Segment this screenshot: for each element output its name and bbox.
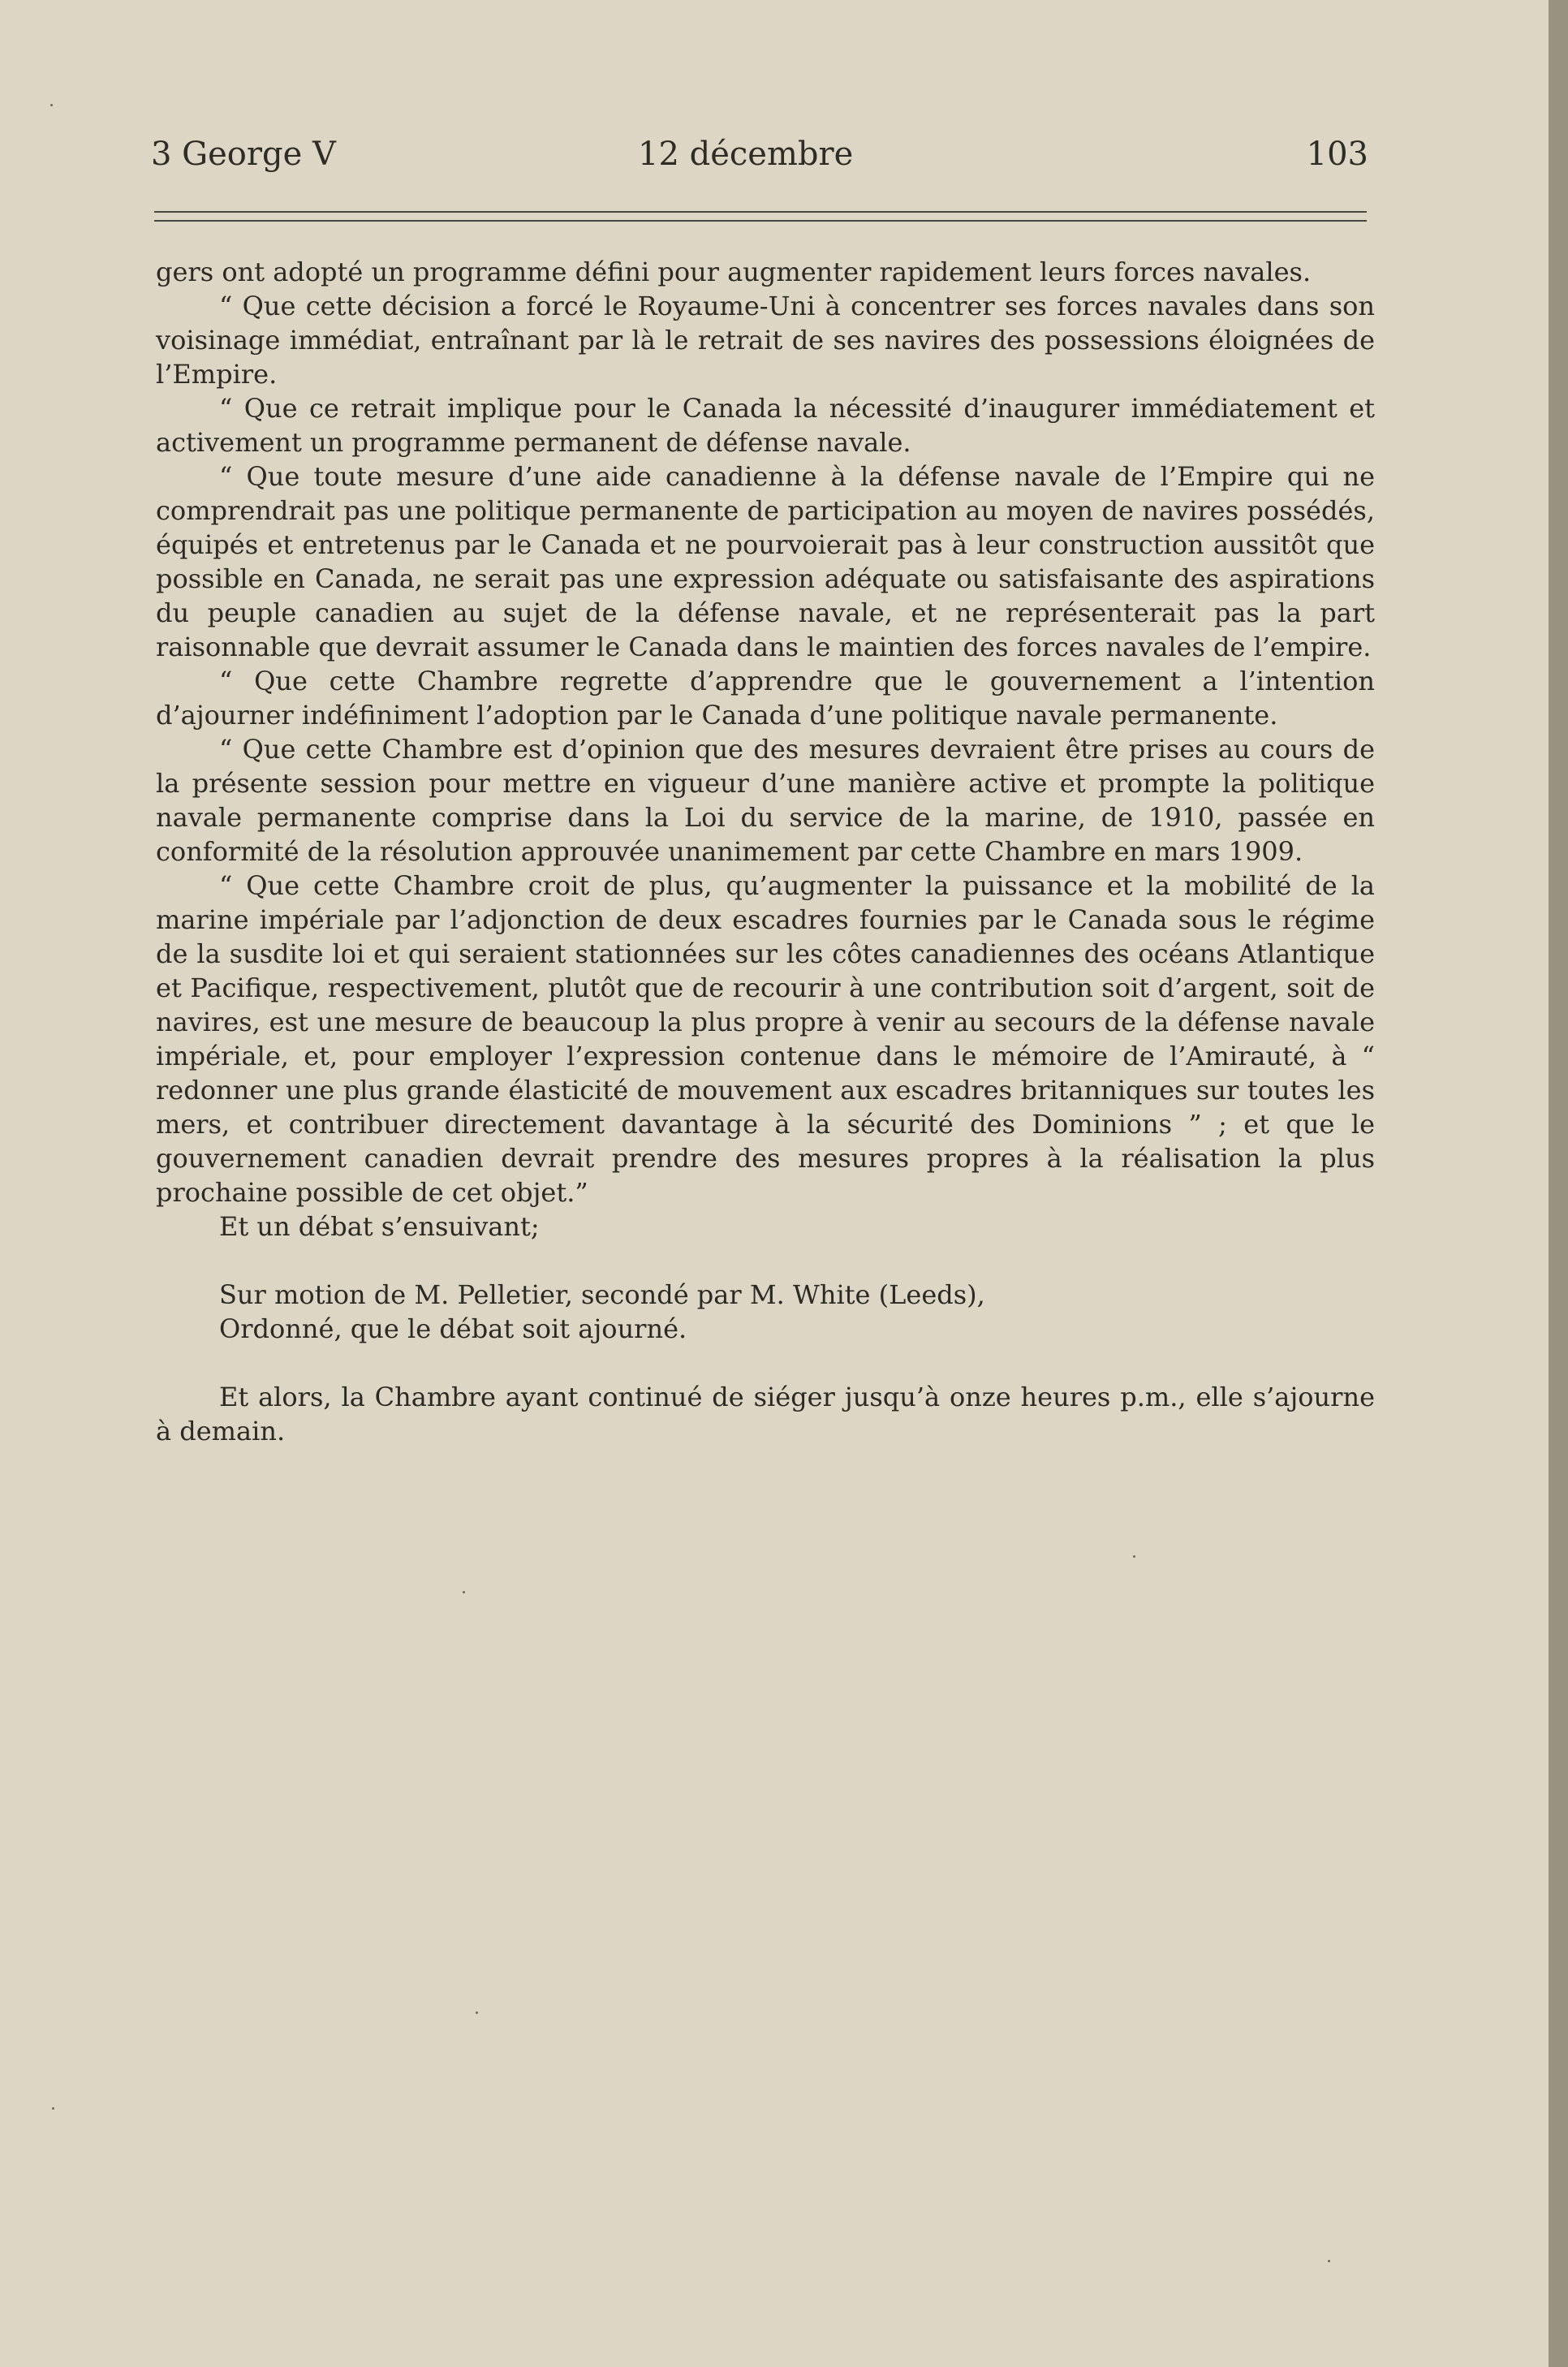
paper-speck [1133, 1555, 1135, 1558]
running-head [151, 130, 1368, 179]
paper-speck [463, 1591, 465, 1593]
book-spine-edge [1549, 0, 1568, 2367]
regnal-year: 3 George V [151, 136, 336, 173]
paragraph-royaume-uni: “ Que cette décision a forcé le Royaume-Uni à concentrer ses forces navales dans son voisinage immédiat, entraînant par là le retrait de ses navires des possessions éloignées de l’Empire. [156, 291, 1375, 390]
paper-speck [1328, 2260, 1330, 2262]
paper-speck [52, 2107, 54, 2110]
paragraph-debat: Et un débat s’ensuivant; [219, 1211, 540, 1242]
motion-order: Ordonné, que le débat soit ajourné. [219, 1313, 687, 1344]
body-text [156, 255, 1375, 1448]
closing-paragraph: Et alors, la Chambre ayant continué de siéger jusqu’à onze heures p.m., elle s’ajourne à demain. [156, 1382, 1375, 1446]
paragraph-chambre-regrette: “ Que cette Chambre regrette d’apprendre que le gouvernement a l’intention d’ajourner indéfiniment l’adoption par le Canada d’une politique navale permanente. [156, 666, 1375, 731]
paper-speck [50, 104, 53, 106]
paragraph-retrait: “ Que ce retrait implique pour le Canada la nécessité d’inaugurer immédiatement et activement un programme permanent de défense navale. [156, 393, 1375, 458]
page-number: 103 [1306, 136, 1368, 173]
date-heading: 12 décembre [638, 136, 854, 173]
motion-line: Sur motion de M. Pelletier, secondé par M. White (Leeds), [219, 1279, 985, 1310]
header-double-rule [154, 211, 1367, 222]
paragraph-aide-canadienne: “ Que toute mesure d’une aide canadienne à la défense navale de l’Empire qui ne comprendrait pas une politique permanente de participation au moyen de navires possédés, équipés et entretenus par le Canada et ne pourvoierait pas à leur construction aussitôt que possible en Canada, ne serait pas une expression adéquate ou satisfaisante des aspirations du peuple canadien au sujet de la défense navale, et ne représenterait pas la part raisonnable que devrait assumer le Canada dans le maintien des forces navales de l’empire. [156, 461, 1375, 662]
paper-speck [476, 2011, 478, 2014]
paragraph-chambre-opinion: “ Que cette Chambre est d’opinion que des mesures devraient être prises au cours de la présente session pour mettre en vigueur d’une manière active et prompte la politique navale permanente comprise dans la Loi du service de la marine, de 1910, passée en conformité de la résolution approuvée unanimement par cette Chambre en mars 1909. [156, 734, 1375, 867]
paragraph-chambre-croit: “ Que cette Chambre croit de plus, qu’augmenter la puissance et la mobilité de la marine impériale par l’adjonction de deux escadres fournies par le Canada sous le régime de la susdite loi et qui seraient stationnées sur les côtes canadiennes des océans Atlantique et Pacifique, respectivement, plutôt que de recourir à une contribution soit d’argent, soit de navires, est une mesure de beaucoup la plus propre à venir au secours de la défense navale impériale, et, pour employer l’expression contenue dans le mémoire de l’Amirauté, à “ redonner une plus grande élasticité de mouvement aux escadres britanniques sur toutes les mers, et contribuer directement davantage à la sécurité des Dominions ” ; et que le gouvernement canadien devrait prendre des mesures propres à la réalisation la plus prochaine possible de cet objet.” [156, 870, 1375, 1208]
paragraph-continued: gers ont adopté un programme défini pour augmenter rapidement leurs forces navales. [156, 257, 1312, 287]
